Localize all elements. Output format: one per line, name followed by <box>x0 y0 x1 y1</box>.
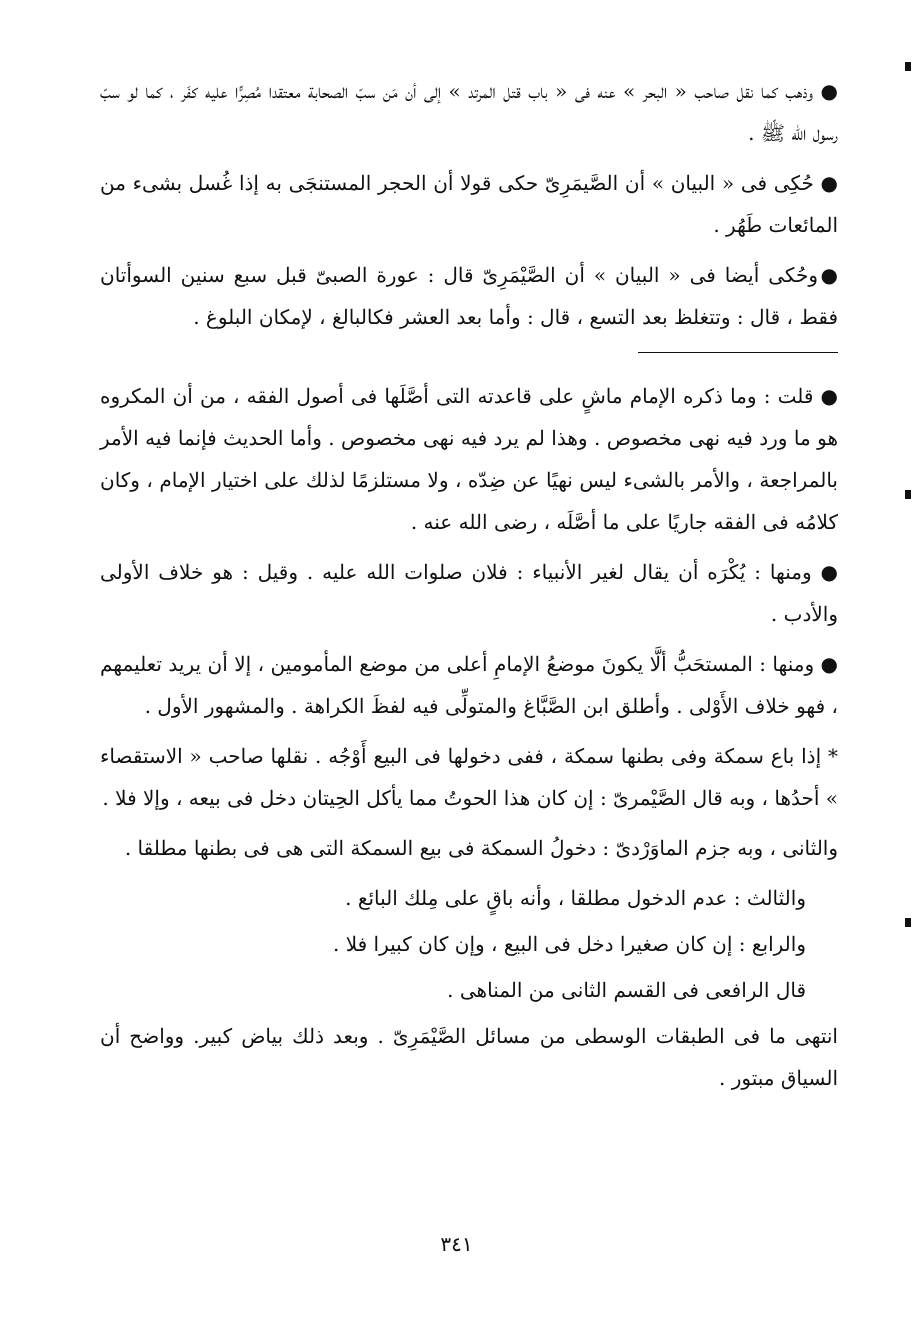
paragraph-mawdi-imam: ● ومنها : المستحَبُّ ألَّا يكونَ موضعُ الإمامِ أعلى من موضع المأمومين ، إلا أن يريد تعليمهم ، فهو خلاف الأَوْلى . وأطلق ابن الصَّبَّاغ والمتولِّى فيه لفظَ الكراهة . والمشهور الأول . <box>100 652 838 718</box>
paragraph-salawat: ● ومنها : يُكْرَه أن يقال لغير الأنبياء : فلان صلوات الله عليه . وقيل : هو خلاف الأولى والأدب . <box>100 560 838 626</box>
paragraph-thani: والثانى ، وبه جزم الماوَرْدىّ : دخولُ السمكة فى بيع السمكة التى هى فى بطنها مطلقا . <box>124 836 838 860</box>
page-body <box>100 70 838 1107</box>
paragraph-intaha: انتهى ما فى الطبقات الوسطى من مسائل الصَّيْمَرِىّ . وبعد ذلك بياض كبير. وواضح أن السياق مبتور . <box>100 1024 838 1090</box>
paragraph-hajar-mustanja: ● حُكِى فى « البيان » أن الصَّيمَرِىّ حكى قولا أن الحجر المستنجَى به إذا غُسل بشىء من المائعات طَهُر . <box>100 171 838 237</box>
scan-edge-mark <box>905 62 911 71</box>
section-divider <box>638 352 838 353</box>
paragraph-awrat-sabi: ●وحُكى أيضا فى « البيان » أن الصَّيْمَرِىّ قال : عورة الصبىّ قبل سبع سنين السوأتان فقط ، قال : وتتغلظ بعد التسع ، قال : وأما بعد العشر فكالبالغ ، لإمكان البلوغ . <box>100 263 838 329</box>
paragraph-qultu: ● قلت : وما ذكره الإمام ماشٍ على قاعدته التى أصَّلَها فى أصول الفقه ، من أن المكروه هو ما ورد فيه نهى مخصوص . وهذا لم يرد فيه نهى مخصوص . وأما الحديث فإنما فيه الأمر بالمراجعة ، والأمر بالشىء ليس نهيًا عن ضِدّه ، ولا مستلزمًا لذلك على اختيار الإمام ، وكان كلامُه فى الفقه جاريًا على ما أصَّلَه ، رضى الله عنه . <box>100 384 838 534</box>
scan-edge-mark <box>905 490 911 499</box>
paragraph-rafii: قال الرافعى فى القسم الثانى من المناهى . <box>447 978 806 1002</box>
scan-edge-mark <box>905 918 911 927</box>
paragraph-thalith: والثالث : عدم الدخول مطلقا ، وأنه باقٍ على مِلك البائع . <box>345 886 806 910</box>
paragraph-samaka: * إذا باع سمكة وفى بطنها سمكة ، ففى دخولها فى البيع أَوْجُه . نقلها صاحب « الاستقصاء » أحدُها ، وبه قال الصَّيْمرىّ : إن كان هذا الحوتُ مما يأكل الحِيتان دخل فى بيعه ، وإلا فلا . <box>100 744 838 810</box>
paragraph-sabb-sahaba: ● وذهب كما نقل صاحب « البحر » عنه فى « باب قتل المرتد » إلى أن مَن سبّ الصحابة معتقدا مُصِرًّا عليه كفَر ، كما لو سبّ رسول الله ﷺ . <box>100 79 838 145</box>
paragraph-rabi: والرابع : إن كان صغيرا دخل فى البيع ، وإن كان كبيرا فلا . <box>332 932 806 956</box>
page-number: ٣٤١ <box>440 1232 473 1256</box>
